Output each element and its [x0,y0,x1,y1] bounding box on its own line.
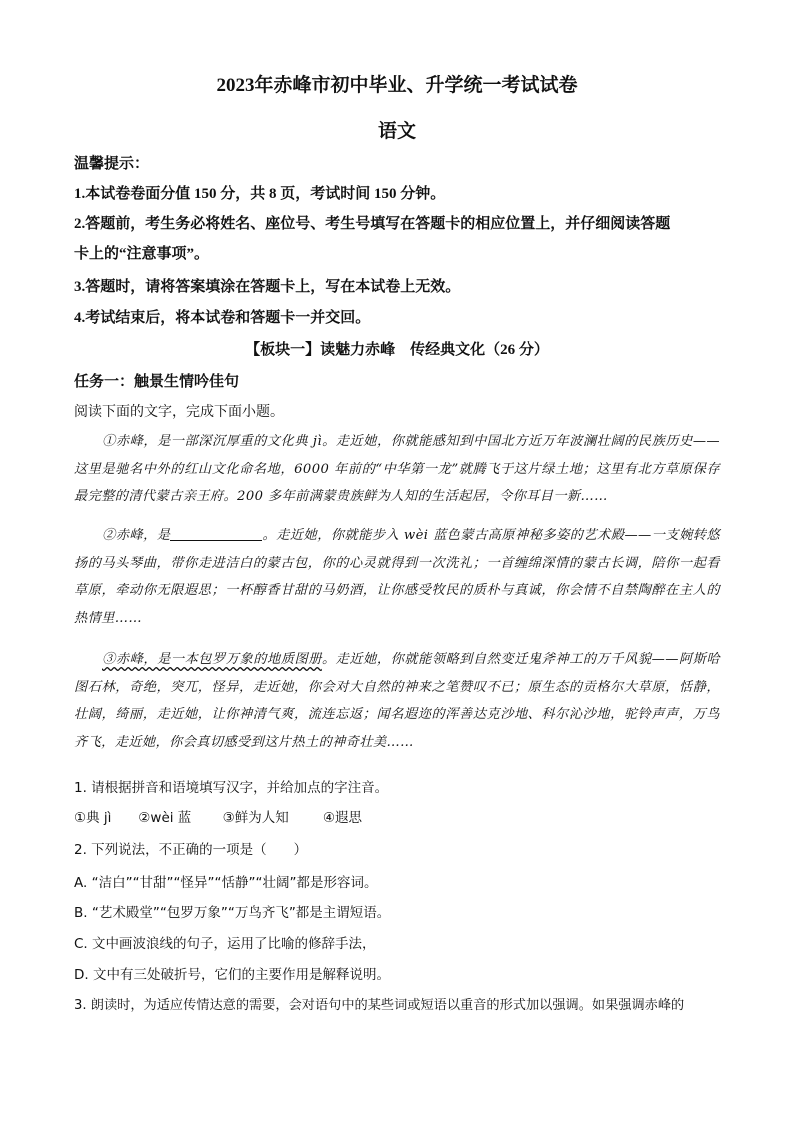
question-3: 3. 朗读时，为适应传情达意的需要，会对语句中的某些词或短语以重音的形式加以强调。如果强调赤峰的 [74,998,685,1013]
tip-item: 3.答题时，请将答案填涂在答题卡上，写在本试卷上无效。 [74,279,461,295]
q2-option-a: A. “洁白”“甘甜”“怪异”“恬静”“壮阔”都是形容词。 [74,875,378,891]
fill-in-blank [170,526,262,541]
task-heading: 任务一：触景生情吟佳句 [74,374,240,390]
question-1-options [74,806,362,826]
q1-option: ①典 jì [74,810,112,826]
passage-paragraph-1: ①赤峰，是一部深沉厚重的文化典 jì。走近她，你就能感知到中国北方近万年波澜壮阔的民族历史——这里是驰名中外的红山文化命名地，6000 年前的“中华第一龙”就腾飞于这片绿土地；这里有北方草原保存最完整的清代蒙古亲王府。200 多年前满蒙贵族鲜为人知的生活起居，令你耳目一新…… [74,434,720,504]
tip-item: 4.考试结束后，将本试卷和答题卡一并交回。 [74,310,371,326]
q2-option-b: B. “艺术殿堂”“包罗万象”“万鸟齐飞”都是主谓短语。 [74,905,391,921]
subject-title: 语文 [377,121,416,142]
section-heading: 【板块一】读魅力赤峰 传经典文化（26 分） [245,342,549,358]
q1-option: ②wèi 蓝 [138,810,192,826]
instruction-text: 阅读下面的文字，完成下面小题。 [74,404,284,420]
q2-option-c: C. 文中画波浪线的句子，运用了比喻的修辞手法， [74,936,376,952]
question-2: 2. 下列说法，不正确的一项是（ ） [74,842,308,858]
tip-item: 1.本试卷卷面分值 150 分，共 8 页，考试时间 150 分钟。 [74,186,446,202]
q1-option: ③鲜为人知 [222,810,289,826]
question-1: 1. 请根据拼音和语境填写汉字，并给加点的字注音。 [74,780,389,796]
tip-item: 卡上的“注意事项”。 [74,246,210,262]
tip-item: 2.答题前，考生务必将姓名、座位号、考生号填写在答题卡的相应位置上，并仔细阅读答题 [74,216,671,232]
wavy-underlined-sentence: ③赤峰，是一本包罗万象的地质图册 [102,652,322,667]
exam-title: 2023年赤峰市初中毕业、升学统一考试试卷 [216,75,578,96]
passage-paragraph-3: ③赤峰，是一本包罗万象的地质图册。走近她，你就能领略到自然变迁鬼斧神工的万千风貌——阿斯哈图石林，奇绝，突兀，怪异，走近她，你会对大自然的神来之笔赞叹不已；原生态的贡格尔大草原，恬静，壮阔，绮丽，走近她，让你神清气爽，流连忘返；闻名遐迩的浑善达克沙地、科尔沁沙地，驼铃声声，万鸟齐飞，走近她，你会真切感受到这片热土的神奇壮美…… [74,652,720,750]
passage-paragraph-2: ②赤峰，是 。走近她，你就能步入 wèi 蓝色蒙古高原神秘多姿的艺术殿——一支婉转悠扬的马头琴曲，带你走进洁白的蒙古包，你的心灵就得到一次洗礼；一首缠绵深情的蒙古长调，陪你一起看草原，牵动你无限遐思；一杯醇香甘甜的马奶酒，让你感受牧民的质朴与真诚，你会情不自禁陶醉在主人的热情里…… [74,528,720,626]
q2-option-d: D. 文中有三处破折号，它们的主要作用是解释说明。 [74,967,390,983]
q1-option: ④遐思 [322,810,362,826]
tips-heading: 温馨提示： [74,156,150,172]
